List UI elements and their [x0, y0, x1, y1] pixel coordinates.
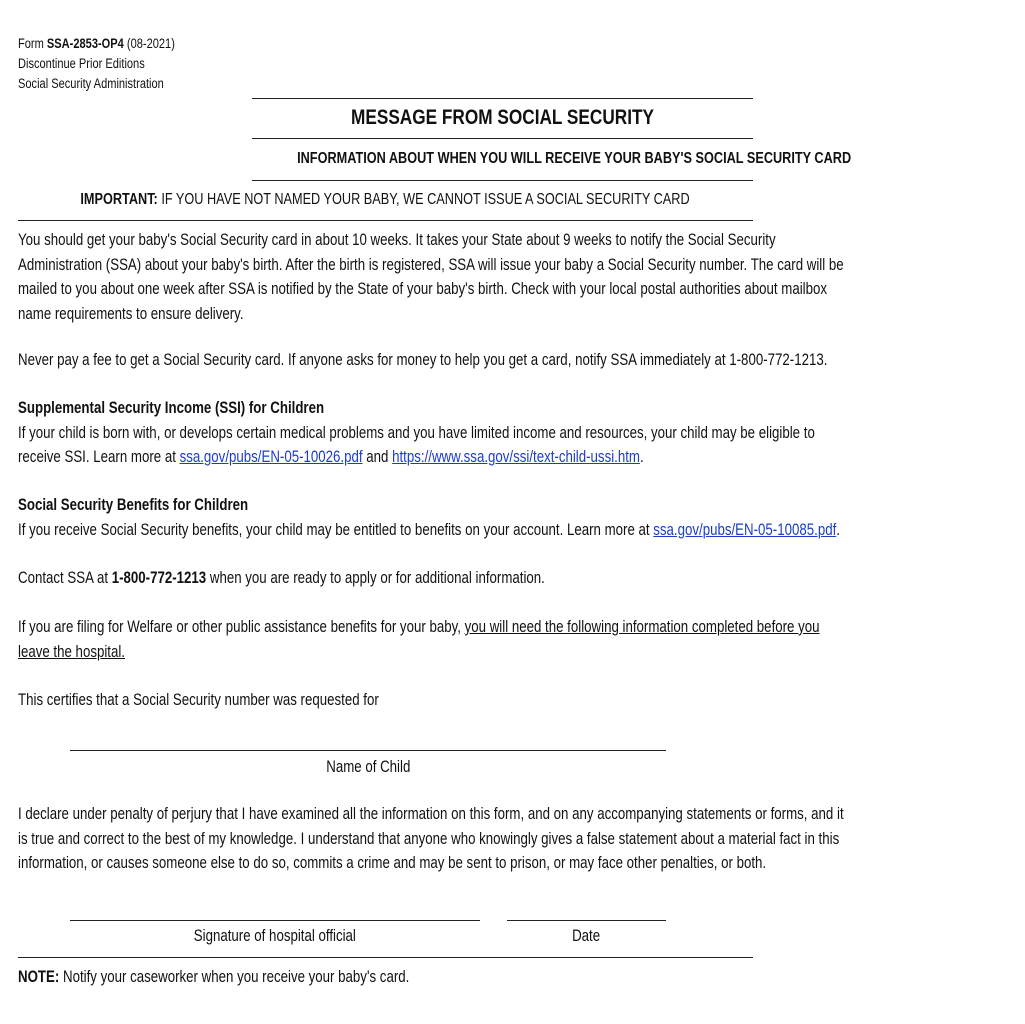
welfare-line: leave the hospital.: [18, 642, 126, 661]
note-text: NOTE: Notify your caseworker when you receive your baby's card.: [18, 968, 410, 986]
declaration-line: is true and correct to the best of my knowledge. I understand that anyone who knowingly gives a false statement about a material fact in this: [18, 829, 840, 848]
declaration-line: information, or causes someone else to do so, commits a crime and may be sent to prison, or may face other penalties, or both.: [18, 854, 767, 872]
benefits-section: [18, 493, 1020, 542]
fee-warning: [18, 348, 1005, 373]
agency-line: Social Security Administration: [18, 76, 164, 91]
intro-line: mailed to you about one week after SSA is notified by the State of your baby's birth. Check with your local postal authorities about mailbox: [18, 280, 828, 298]
fee-warning-text: Never pay a fee to get a Social Security card. If anyone asks for money to help you get a card, notify SSA immediately at 1-800-772-1213.: [18, 351, 828, 369]
ssi-heading: Supplemental Security Income (SSI) for Children: [18, 399, 325, 417]
welfare-line: If you are filing for Welfare or other public assistance benefits for your baby, you will need the following information completed before you: [18, 618, 820, 636]
contact-line: [18, 566, 661, 591]
ssi-section: [18, 396, 990, 470]
ssi-web-link[interactable]: https://www.ssa.gov/ssi/text-child-ussi.htm: [392, 448, 640, 466]
form-id-line: Form SSA-2853-OP4 (08-2021): [18, 36, 175, 51]
intro-line: Administration (SSA) about your baby's birth. After the birth is registered, SSA will issue your baby a Social Security number. The card will be: [18, 255, 844, 274]
divider: [252, 180, 753, 181]
ssi-pdf-link[interactable]: ssa.gov/pubs/EN-05-10026.pdf: [179, 448, 363, 466]
form-date: (08-2021): [123, 36, 175, 51]
certify-text: This certifies that a Social Security number was requested for: [18, 691, 379, 709]
important-notice: [69, 191, 700, 209]
discontinue-line: Discontinue Prior Editions: [18, 56, 145, 71]
note-line: [18, 965, 495, 990]
contact-phone: 1-800-772-1213: [111, 569, 207, 587]
divider: [18, 957, 753, 958]
important-text: IF YOU HAVE NOT NAMED YOUR BABY, WE CANNOT ISSUE A SOCIAL SECURITY CARD: [157, 191, 690, 208]
benefits-heading: Social Security Benefits for Children: [18, 496, 249, 514]
declaration-line: I declare under penalty of perjury that I have examined all the information on this form, and on any accompanying statements or forms, and it: [18, 805, 844, 823]
ssi-line: If your child is born with, or develops certain medical problems and you have limited income and resources, your child may be eligible to: [18, 423, 815, 442]
intro-paragraph: [18, 228, 1025, 326]
divider: [252, 138, 753, 139]
welfare-paragraph: [18, 615, 995, 664]
date-field[interactable]: [507, 920, 666, 921]
form-number: SSA-2853-OP4: [46, 36, 124, 51]
ssi-line: receive SSI. Learn more at ssa.gov/pubs/EN-05-10026.pdf and https://www.ssa.gov/ssi/text-child-ussi.htm.: [18, 448, 644, 466]
divider: [18, 220, 753, 221]
hospital-signature-field[interactable]: [70, 920, 480, 921]
date-label: Date: [572, 927, 601, 945]
note-label: NOTE:: [18, 968, 60, 986]
contact-text: Contact SSA at 1-800-772-1213 when you are ready to apply or for additional information.: [18, 569, 545, 587]
declaration-paragraph: [18, 802, 1025, 876]
divider: [252, 98, 753, 99]
intro-line: name requirements to ensure delivery.: [18, 304, 244, 323]
important-label: IMPORTANT:: [80, 191, 158, 208]
name-of-child-field[interactable]: [70, 750, 666, 751]
benefits-pdf-link[interactable]: ssa.gov/pubs/EN-05-10085.pdf: [653, 520, 837, 539]
certify-line: [18, 688, 458, 713]
benefits-line: If you receive Social Security benefits, your child may be entitled to benefits on your account. Learn more at ssa.gov/pubs/EN-05-10085.pdf.: [18, 520, 840, 539]
hospital-signature-label: Signature of hospital official: [193, 927, 357, 945]
intro-line: You should get your baby's Social Security card in about 10 weeks. It takes your State about 9 weeks to notify the Social Security: [18, 231, 776, 249]
name-of-child-label: Name of Child: [325, 758, 411, 776]
page-title: MESSAGE FROM SOCIAL SECURITY: [351, 106, 654, 129]
page-subtitle: INFORMATION ABOUT WHEN YOU WILL RECEIVE YOUR BABY'S SOCIAL SECURITY CARD: [297, 150, 852, 167]
